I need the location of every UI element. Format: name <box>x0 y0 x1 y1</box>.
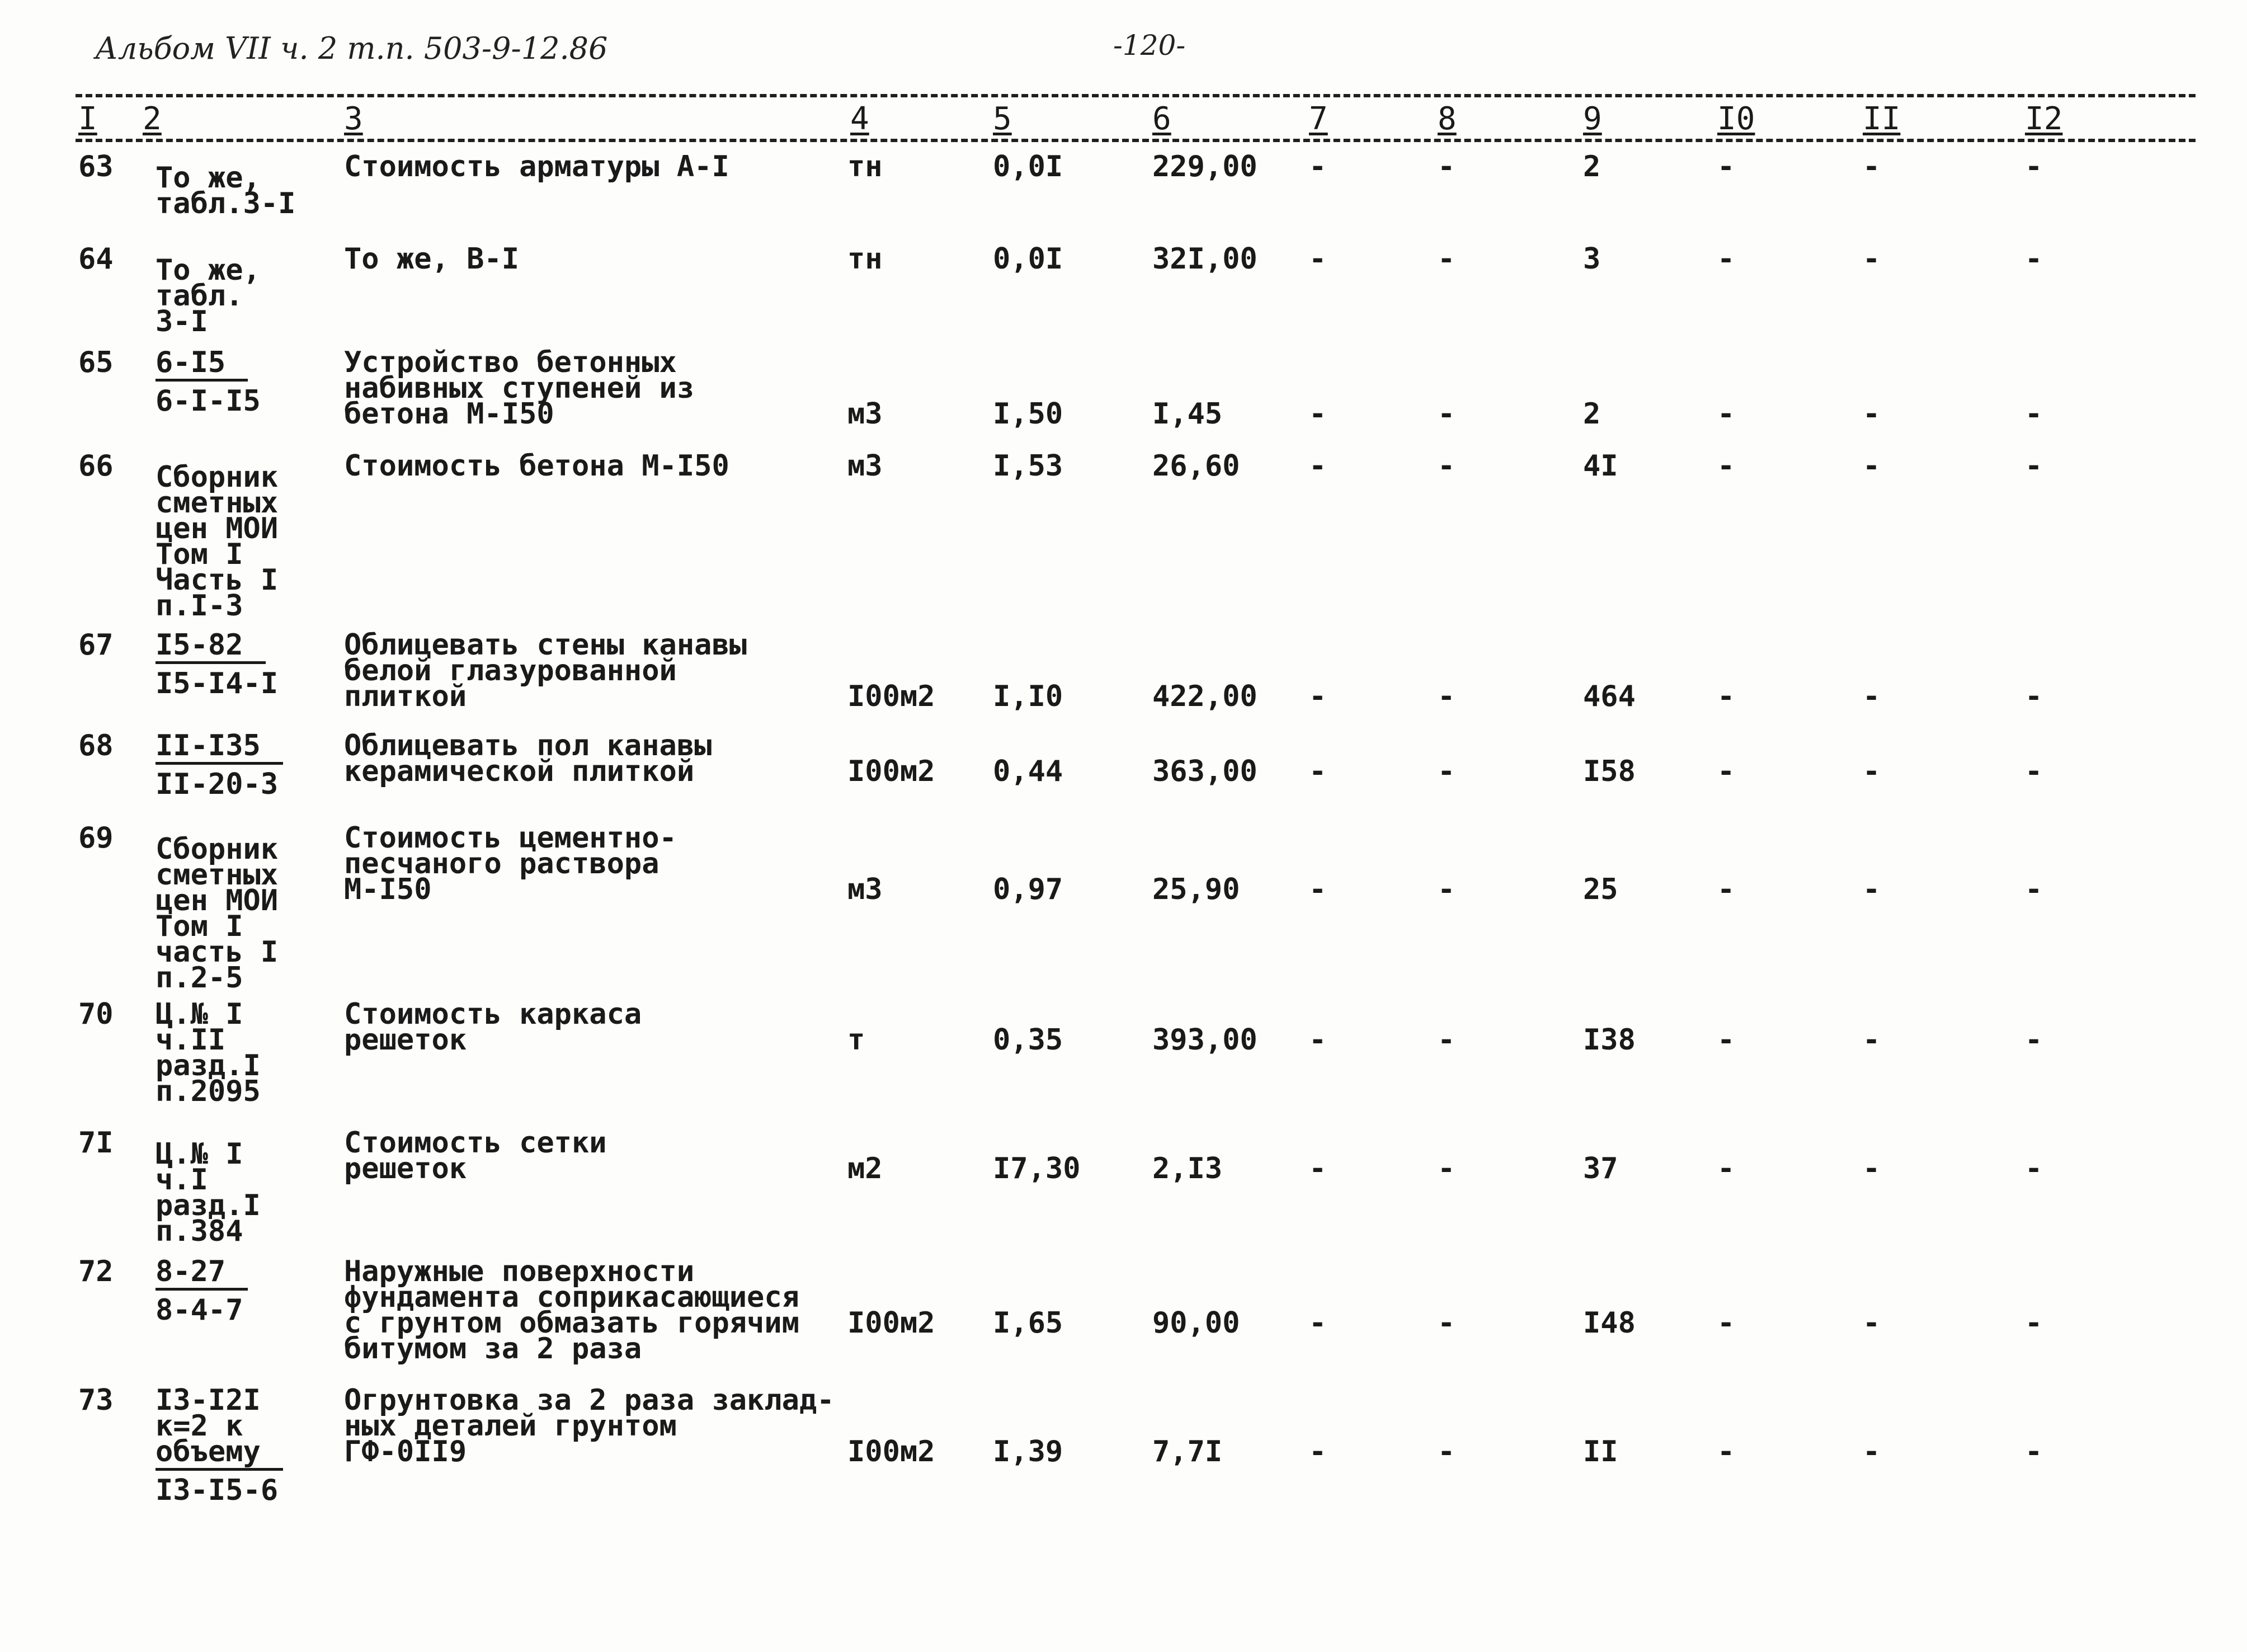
work-description: Устройство бетонных набивных ступеней из бетона М-I50 <box>344 346 695 431</box>
col-header-5: 5 <box>993 101 1012 137</box>
unit-of-measure: I00м2 <box>847 1435 935 1469</box>
quantity: I,53 <box>993 449 1063 483</box>
col-7-value: - <box>1309 150 1327 183</box>
norm-reference-code: I3-I5-6 <box>156 1474 279 1507</box>
work-description: Стоимость арматуры А-I <box>344 150 729 183</box>
total-cost: 3 <box>1583 242 1601 276</box>
col-10-value: - <box>1717 755 1735 788</box>
total-cost: I38 <box>1583 1023 1636 1057</box>
norm-reference <box>156 1383 283 1507</box>
total-cost: 2 <box>1583 397 1601 431</box>
album-reference: Альбом VII ч. 2 т.п. 503-9-12.86 <box>95 31 608 66</box>
col-7-value: - <box>1309 1152 1327 1185</box>
col-8-value: - <box>1438 1435 1455 1469</box>
row-number: 69 <box>78 821 114 855</box>
total-cost: 464 <box>1583 680 1636 713</box>
unit-cost: 393,00 <box>1152 1023 1257 1057</box>
total-cost: I58 <box>1583 755 1636 788</box>
col-8-value: - <box>1438 242 1455 276</box>
total-cost: 37 <box>1583 1152 1618 1185</box>
norm-reference-code: То же, табл. 3-I <box>156 253 261 338</box>
col-header-4: 4 <box>850 101 869 137</box>
col-header-7: 7 <box>1309 101 1328 137</box>
col-11-value: - <box>1863 242 1881 276</box>
norm-reference-code: 6-I-I5 <box>156 384 261 418</box>
unit-cost: 32I,00 <box>1152 242 1257 276</box>
col-10-value: - <box>1717 1435 1735 1469</box>
col-12-value: - <box>2025 680 2043 713</box>
col-header-3: 3 <box>344 101 363 137</box>
norm-reference <box>156 346 261 418</box>
col-8-value: - <box>1438 150 1455 183</box>
col-header-9: 9 <box>1583 101 1602 137</box>
quantity: 0,44 <box>993 755 1063 788</box>
work-description: Стоимость цементно- песчаного раствора М-I50 <box>344 821 677 906</box>
col-11-value: - <box>1863 680 1881 713</box>
col-10-value: - <box>1717 1023 1735 1057</box>
col-10-value: - <box>1717 680 1735 713</box>
total-cost: 25 <box>1583 873 1618 906</box>
norm-reference-code: Сборник сметных цен МОИ Том I часть I п.2-5 <box>156 832 279 995</box>
unit-cost: 363,00 <box>1152 755 1257 788</box>
col-11-value: - <box>1863 755 1881 788</box>
col-12-value: - <box>2025 1152 2043 1185</box>
col-7-value: - <box>1309 873 1327 906</box>
col-header-8: 8 <box>1438 101 1457 137</box>
total-cost: II <box>1583 1435 1618 1469</box>
norm-reference <box>156 1255 248 1327</box>
norm-reference <box>156 460 279 623</box>
unit-of-measure: I00м2 <box>847 755 935 788</box>
quantity: 0,97 <box>993 873 1063 906</box>
col-8-value: - <box>1438 397 1455 431</box>
col-header-1: I <box>78 101 97 137</box>
header-rule-top <box>76 94 2196 97</box>
work-description: Стоимость бетона М-I50 <box>344 449 729 483</box>
col-10-value: - <box>1717 1306 1735 1340</box>
norm-reference <box>156 161 296 220</box>
col-10-value: - <box>1717 150 1735 183</box>
total-cost: 4I <box>1583 449 1618 483</box>
unit-cost: 229,00 <box>1152 150 1257 183</box>
col-7-value: - <box>1309 1306 1327 1340</box>
unit-cost: 7,7I <box>1152 1435 1223 1469</box>
norm-reference <box>156 729 283 801</box>
work-description: Стоимость каркаса решеток <box>344 997 642 1057</box>
col-11-value: - <box>1863 1152 1881 1185</box>
row-number: 64 <box>78 242 114 276</box>
row-number: 67 <box>78 628 114 662</box>
col-12-value: - <box>2025 873 2043 906</box>
col-8-value: - <box>1438 1152 1455 1185</box>
col-8-value: - <box>1438 755 1455 788</box>
work-description: Стоимость сетки решеток <box>344 1126 607 1185</box>
norm-reference-numerator: 8-27 <box>156 1259 248 1291</box>
col-12-value: - <box>2025 449 2043 483</box>
col-12-value: - <box>2025 150 2043 183</box>
col-11-value: - <box>1863 1023 1881 1057</box>
row-number: 66 <box>78 449 114 483</box>
row-number: 73 <box>78 1383 114 1417</box>
col-10-value: - <box>1717 242 1735 276</box>
col-11-value: - <box>1863 397 1881 431</box>
unit-cost: 26,60 <box>1152 449 1240 483</box>
col-12-value: - <box>2025 1023 2043 1057</box>
page-number: -120- <box>1113 29 1186 62</box>
work-description: Облицевать пол канавы керамической плиткой <box>344 729 712 788</box>
unit-cost: 2,I3 <box>1152 1152 1223 1185</box>
col-10-value: - <box>1717 873 1735 906</box>
col-7-value: - <box>1309 1023 1327 1057</box>
work-description: То же, В-I <box>344 242 520 276</box>
norm-reference <box>156 253 261 338</box>
work-description: Наружные поверхности фундамента соприкасающиеся с грунтом обмазать горячим битумом за 2 раза <box>344 1255 799 1366</box>
col-8-value: - <box>1438 680 1455 713</box>
unit-of-measure: м3 <box>847 873 883 906</box>
norm-reference-code: Ц.№ I ч.II разд.I п.2095 <box>156 997 261 1108</box>
col-header-10: I0 <box>1717 101 1755 137</box>
work-description: Облицевать стены канавы белой глазурованной плиткой <box>344 628 747 713</box>
col-11-value: - <box>1863 1435 1881 1469</box>
norm-reference-numerator: I3-I2I к=2 к объему <box>156 1387 283 1471</box>
quantity: 0,0I <box>993 242 1063 276</box>
norm-reference-numerator: I5-82 <box>156 632 266 664</box>
unit-of-measure: м2 <box>847 1152 883 1185</box>
row-number: 70 <box>78 997 114 1031</box>
norm-reference-code: Сборник сметных цен МОИ Том I Часть I п.I-3 <box>156 460 279 623</box>
col-7-value: - <box>1309 242 1327 276</box>
col-10-value: - <box>1717 397 1735 431</box>
norm-reference-numerator: II-I35 <box>156 733 283 765</box>
total-cost: 2 <box>1583 150 1601 183</box>
col-8-value: - <box>1438 449 1455 483</box>
norm-reference <box>156 832 279 995</box>
quantity: I,65 <box>993 1306 1063 1340</box>
col-11-value: - <box>1863 1306 1881 1340</box>
unit-cost: I,45 <box>1152 397 1223 431</box>
quantity: I,39 <box>993 1435 1063 1469</box>
col-10-value: - <box>1717 449 1735 483</box>
col-8-value: - <box>1438 1306 1455 1340</box>
unit-of-measure: I00м2 <box>847 680 935 713</box>
row-number: 72 <box>78 1255 114 1288</box>
norm-reference <box>156 628 279 700</box>
col-12-value: - <box>2025 1306 2043 1340</box>
unit-cost: 422,00 <box>1152 680 1257 713</box>
quantity: I7,30 <box>993 1152 1081 1185</box>
unit-cost: 90,00 <box>1152 1306 1240 1340</box>
unit-of-measure: м3 <box>847 397 883 431</box>
col-7-value: - <box>1309 1435 1327 1469</box>
norm-reference-code: Ц.№ I ч.I разд.I п.384 <box>156 1137 261 1248</box>
col-12-value: - <box>2025 242 2043 276</box>
row-number: 7I <box>78 1126 114 1160</box>
quantity: I,I0 <box>993 680 1063 713</box>
row-number: 63 <box>78 150 114 183</box>
row-number: 68 <box>78 729 114 763</box>
col-11-value: - <box>1863 150 1881 183</box>
col-header-12: I2 <box>2025 101 2063 137</box>
norm-reference-code: То же, табл.3-I <box>156 161 296 220</box>
norm-reference <box>156 1137 261 1248</box>
col-7-value: - <box>1309 755 1327 788</box>
norm-reference <box>156 997 261 1108</box>
col-12-value: - <box>2025 755 2043 788</box>
quantity: 0,0I <box>993 150 1063 183</box>
unit-of-measure: тн <box>847 150 883 183</box>
norm-reference-code: II-20-3 <box>156 768 279 801</box>
header-rule-bottom <box>76 139 2196 142</box>
unit-of-measure: I00м2 <box>847 1306 935 1340</box>
col-7-value: - <box>1309 397 1327 431</box>
unit-of-measure: т <box>847 1023 865 1057</box>
col-11-value: - <box>1863 449 1881 483</box>
unit-cost: 25,90 <box>1152 873 1240 906</box>
col-10-value: - <box>1717 1152 1735 1185</box>
col-header-11: II <box>1863 101 1901 137</box>
norm-reference-code: I5-I4-I <box>156 667 279 700</box>
quantity: 0,35 <box>993 1023 1063 1057</box>
col-header-2: 2 <box>143 101 162 137</box>
norm-reference-numerator: 6-I5 <box>156 350 248 382</box>
col-8-value: - <box>1438 873 1455 906</box>
norm-reference-code: 8-4-7 <box>156 1293 243 1327</box>
col-8-value: - <box>1438 1023 1455 1057</box>
row-number: 65 <box>78 346 114 379</box>
col-7-value: - <box>1309 680 1327 713</box>
col-11-value: - <box>1863 873 1881 906</box>
unit-of-measure: м3 <box>847 449 883 483</box>
work-description: Огрунтовка за 2 раза заклад- ных деталей грунтом ГФ-0II9 <box>344 1383 835 1469</box>
col-12-value: - <box>2025 1435 2043 1469</box>
total-cost: I48 <box>1583 1306 1636 1340</box>
unit-of-measure: тн <box>847 242 883 276</box>
col-7-value: - <box>1309 449 1327 483</box>
quantity: I,50 <box>993 397 1063 431</box>
col-header-6: 6 <box>1152 101 1171 137</box>
col-12-value: - <box>2025 397 2043 431</box>
